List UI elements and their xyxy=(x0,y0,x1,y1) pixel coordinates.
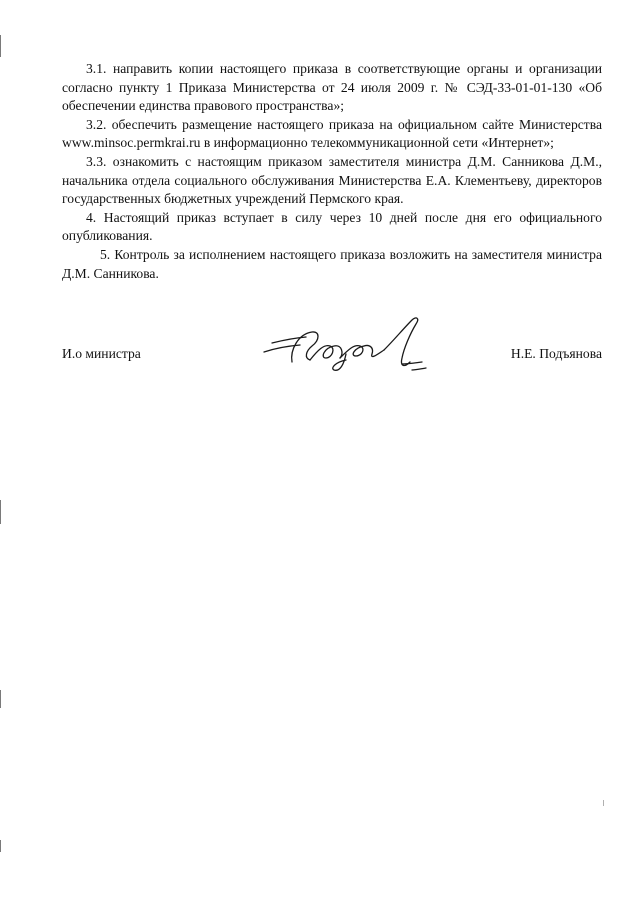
paragraph-4: 4. Настоящий приказ вступает в силу через 10 дней после дня его официального опубликования. xyxy=(62,209,602,244)
scan-mark xyxy=(0,690,1,708)
signatory-role: И.о министра xyxy=(62,346,141,361)
paragraph-3-1: 3.1. направить копии настоящего приказа в соответствующие органы и организации согласно пункту 1 Приказа Министерства от 24 июля 2009 г. № СЭД-33-01-01-130 «Об обеспечении единства правового пространства»; xyxy=(62,61,602,114)
paragraph-3-2: 3.2. обеспечить размещение настоящего приказа на официальном сайте Министерства www.minsoc.permkrai.ru в информационно телекоммуникационной сети «Интернет»; xyxy=(62,116,602,151)
document-body xyxy=(62,60,602,283)
scan-speck xyxy=(603,800,604,806)
scan-edge-marks xyxy=(0,0,4,905)
handwritten-signature xyxy=(254,310,444,380)
paragraph-3-3: 3.3. ознакомить с настоящим приказом заместителя министра Д.М. Санникова Д.М., начальника отдела социального обслуживания Министерства Е.А. Клементьеву, директоров государственных бюджетных учреждений Пермского края. xyxy=(62,153,602,207)
scan-mark xyxy=(0,840,1,852)
scan-mark xyxy=(0,500,1,524)
paragraph-5: 5. Контроль за исполнением настоящего приказа возложить на заместителя министра Д.М. Санникова. xyxy=(62,246,602,281)
signatory-name: Н.Е. Подъянова xyxy=(510,346,602,361)
scan-mark xyxy=(0,35,1,57)
signature-block xyxy=(62,340,602,370)
